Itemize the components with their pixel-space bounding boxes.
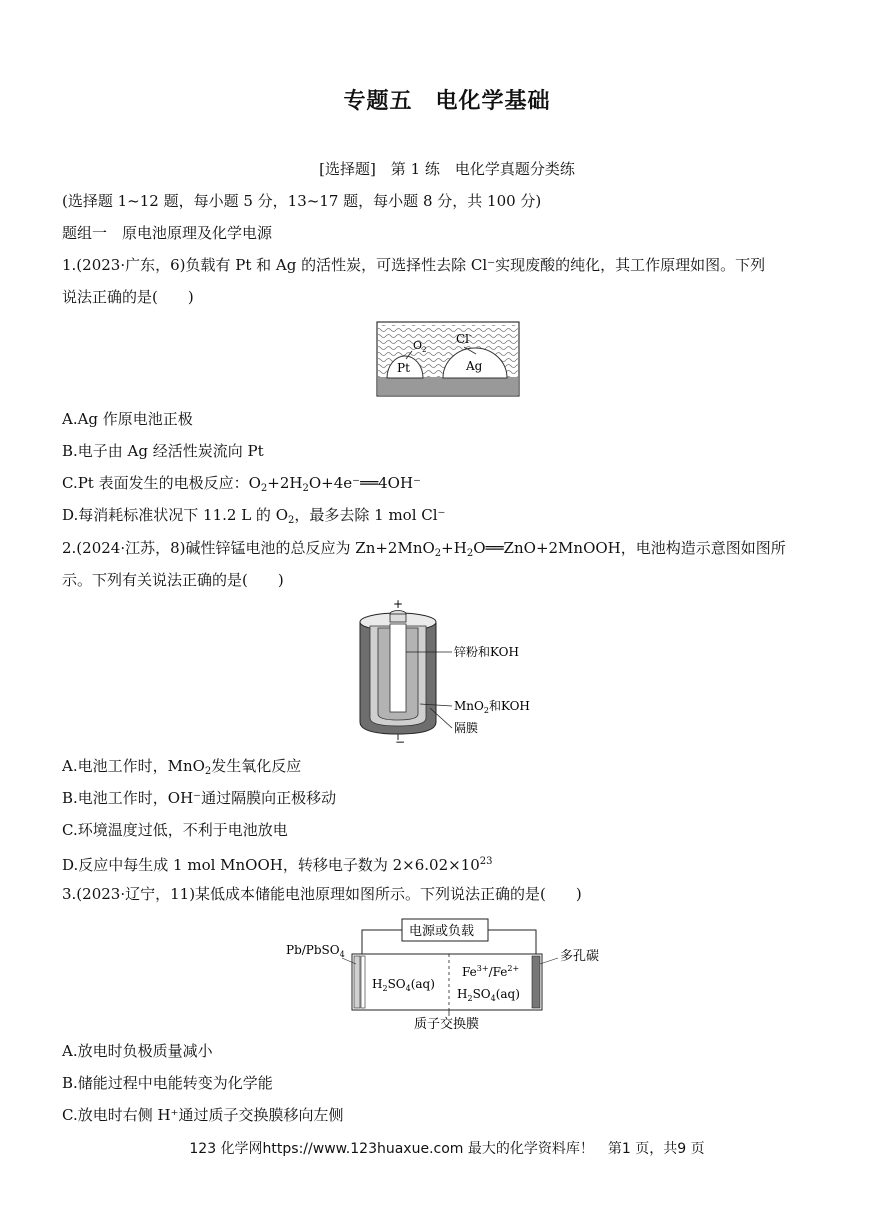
q2-stem-line1: 2.(2024·江苏，8)碱性锌锰电池的总反应为 $Zn+2MnO_2+H_2O══ZnO+2MnOOH$，电池构造示意图如图所 — [62, 539, 786, 559]
q1-fig-ag-label: Ag — [466, 359, 483, 373]
q3-fig-left-electrode: Pb/PbSO$_4$ — [286, 943, 345, 959]
q2-option-b: B.电池工作时，OH⁻通过隔膜向正极移动 — [62, 789, 337, 807]
q2-stem-line2: 示。下列有关说法正确的是( ) — [62, 571, 284, 589]
page-subtitle: [选择题] 第 1 练 电化学真题分类练 — [319, 160, 575, 178]
q1-figure-activated-carbon — [376, 321, 520, 397]
q1-fig-cl-label: Cl- — [456, 331, 472, 346]
instructions: (选择题 1~12 题，每小题 5 分，13~17 题，每小题 8 分，共 100 分) — [62, 192, 542, 210]
q1-option-d: D.每消耗标准状况下 11.2 L 的 $O_2$，最多去除 1 mol Cl⁻ — [62, 506, 446, 526]
page-footer: 123 化学网https://www.123huaxue.com 最大的化学资料库！ 第1 页，共9 页 — [189, 1141, 705, 1157]
q3-stem: 3.(2023·辽宁，11)某低成本储能电池原理如图所示。下列说法正确的是( ) — [62, 885, 582, 903]
q1-fig-o2-label: $O_2$ — [413, 339, 427, 354]
q2-option-d: D.反应中每生成 1 mol MnOOH，转移电子数为 $2\times 6.02\times 10^{23}$ — [62, 856, 493, 874]
q3-option-c: C.放电时右侧 H⁺通过质子交换膜移向左侧 — [62, 1106, 344, 1124]
q3-fig-left-solution: $H_2SO_4(aq)$ — [372, 977, 435, 993]
q1-stem-line1: 1.(2023·广东，6)负载有 Pt 和 Ag 的活性炭，可选择性去除 Cl⁻实现废酸的纯化，其工作原理如图。下列 — [62, 256, 766, 274]
q2-fig-label-zinc: 锌粉和KOH — [454, 645, 519, 659]
q2-option-c: C.环境温度过低，不利于电池放电 — [62, 821, 288, 839]
q1-fig-pt-label: Pt — [397, 361, 410, 375]
page-title: 专题五 电化学基础 — [343, 89, 551, 114]
group-heading: 题组一 原电池原理及化学电源 — [62, 224, 273, 242]
q2-fig-label-mno2: MnO$_2$和KOH — [454, 699, 530, 715]
q2-figure-battery — [348, 596, 538, 748]
q1-option-a: A.Ag 作原电池正极 — [62, 410, 193, 428]
q1-option-c: C.Pt 表面发生的电极反应：$O_2+2H_2O+4e^-══4OH^-$ — [62, 474, 421, 494]
q3-fig-right-ions: $Fe^{3+}/Fe^{2+}$ — [462, 964, 520, 979]
q1-option-b: B.电子由 Ag 经活性炭流向 Pt — [62, 442, 264, 460]
q3-fig-right-electrode: 多孔碳 — [560, 949, 600, 964]
q3-fig-source-load: 电源或负载 — [409, 924, 475, 939]
q3-fig-membrane-label: 质子交换膜 — [414, 1017, 480, 1032]
q3-figure-storage-cell — [282, 914, 612, 1032]
q3-option-b: B.储能过程中电能转变为化学能 — [62, 1074, 273, 1092]
q2-fig-plus: + — [393, 597, 404, 611]
q2-fig-label-membrane: 隔膜 — [454, 721, 479, 735]
q3-option-a: A.放电时负极质量减小 — [62, 1042, 213, 1060]
q3-fig-right-solution: $H_2SO_4(aq)$ — [457, 987, 520, 1003]
q1-stem-line2: 说法正确的是( ) — [62, 288, 194, 306]
q2-option-a: A.电池工作时，MnO$_2$发生氧化反应 — [62, 757, 302, 777]
q2-fig-minus: − — [395, 735, 406, 748]
